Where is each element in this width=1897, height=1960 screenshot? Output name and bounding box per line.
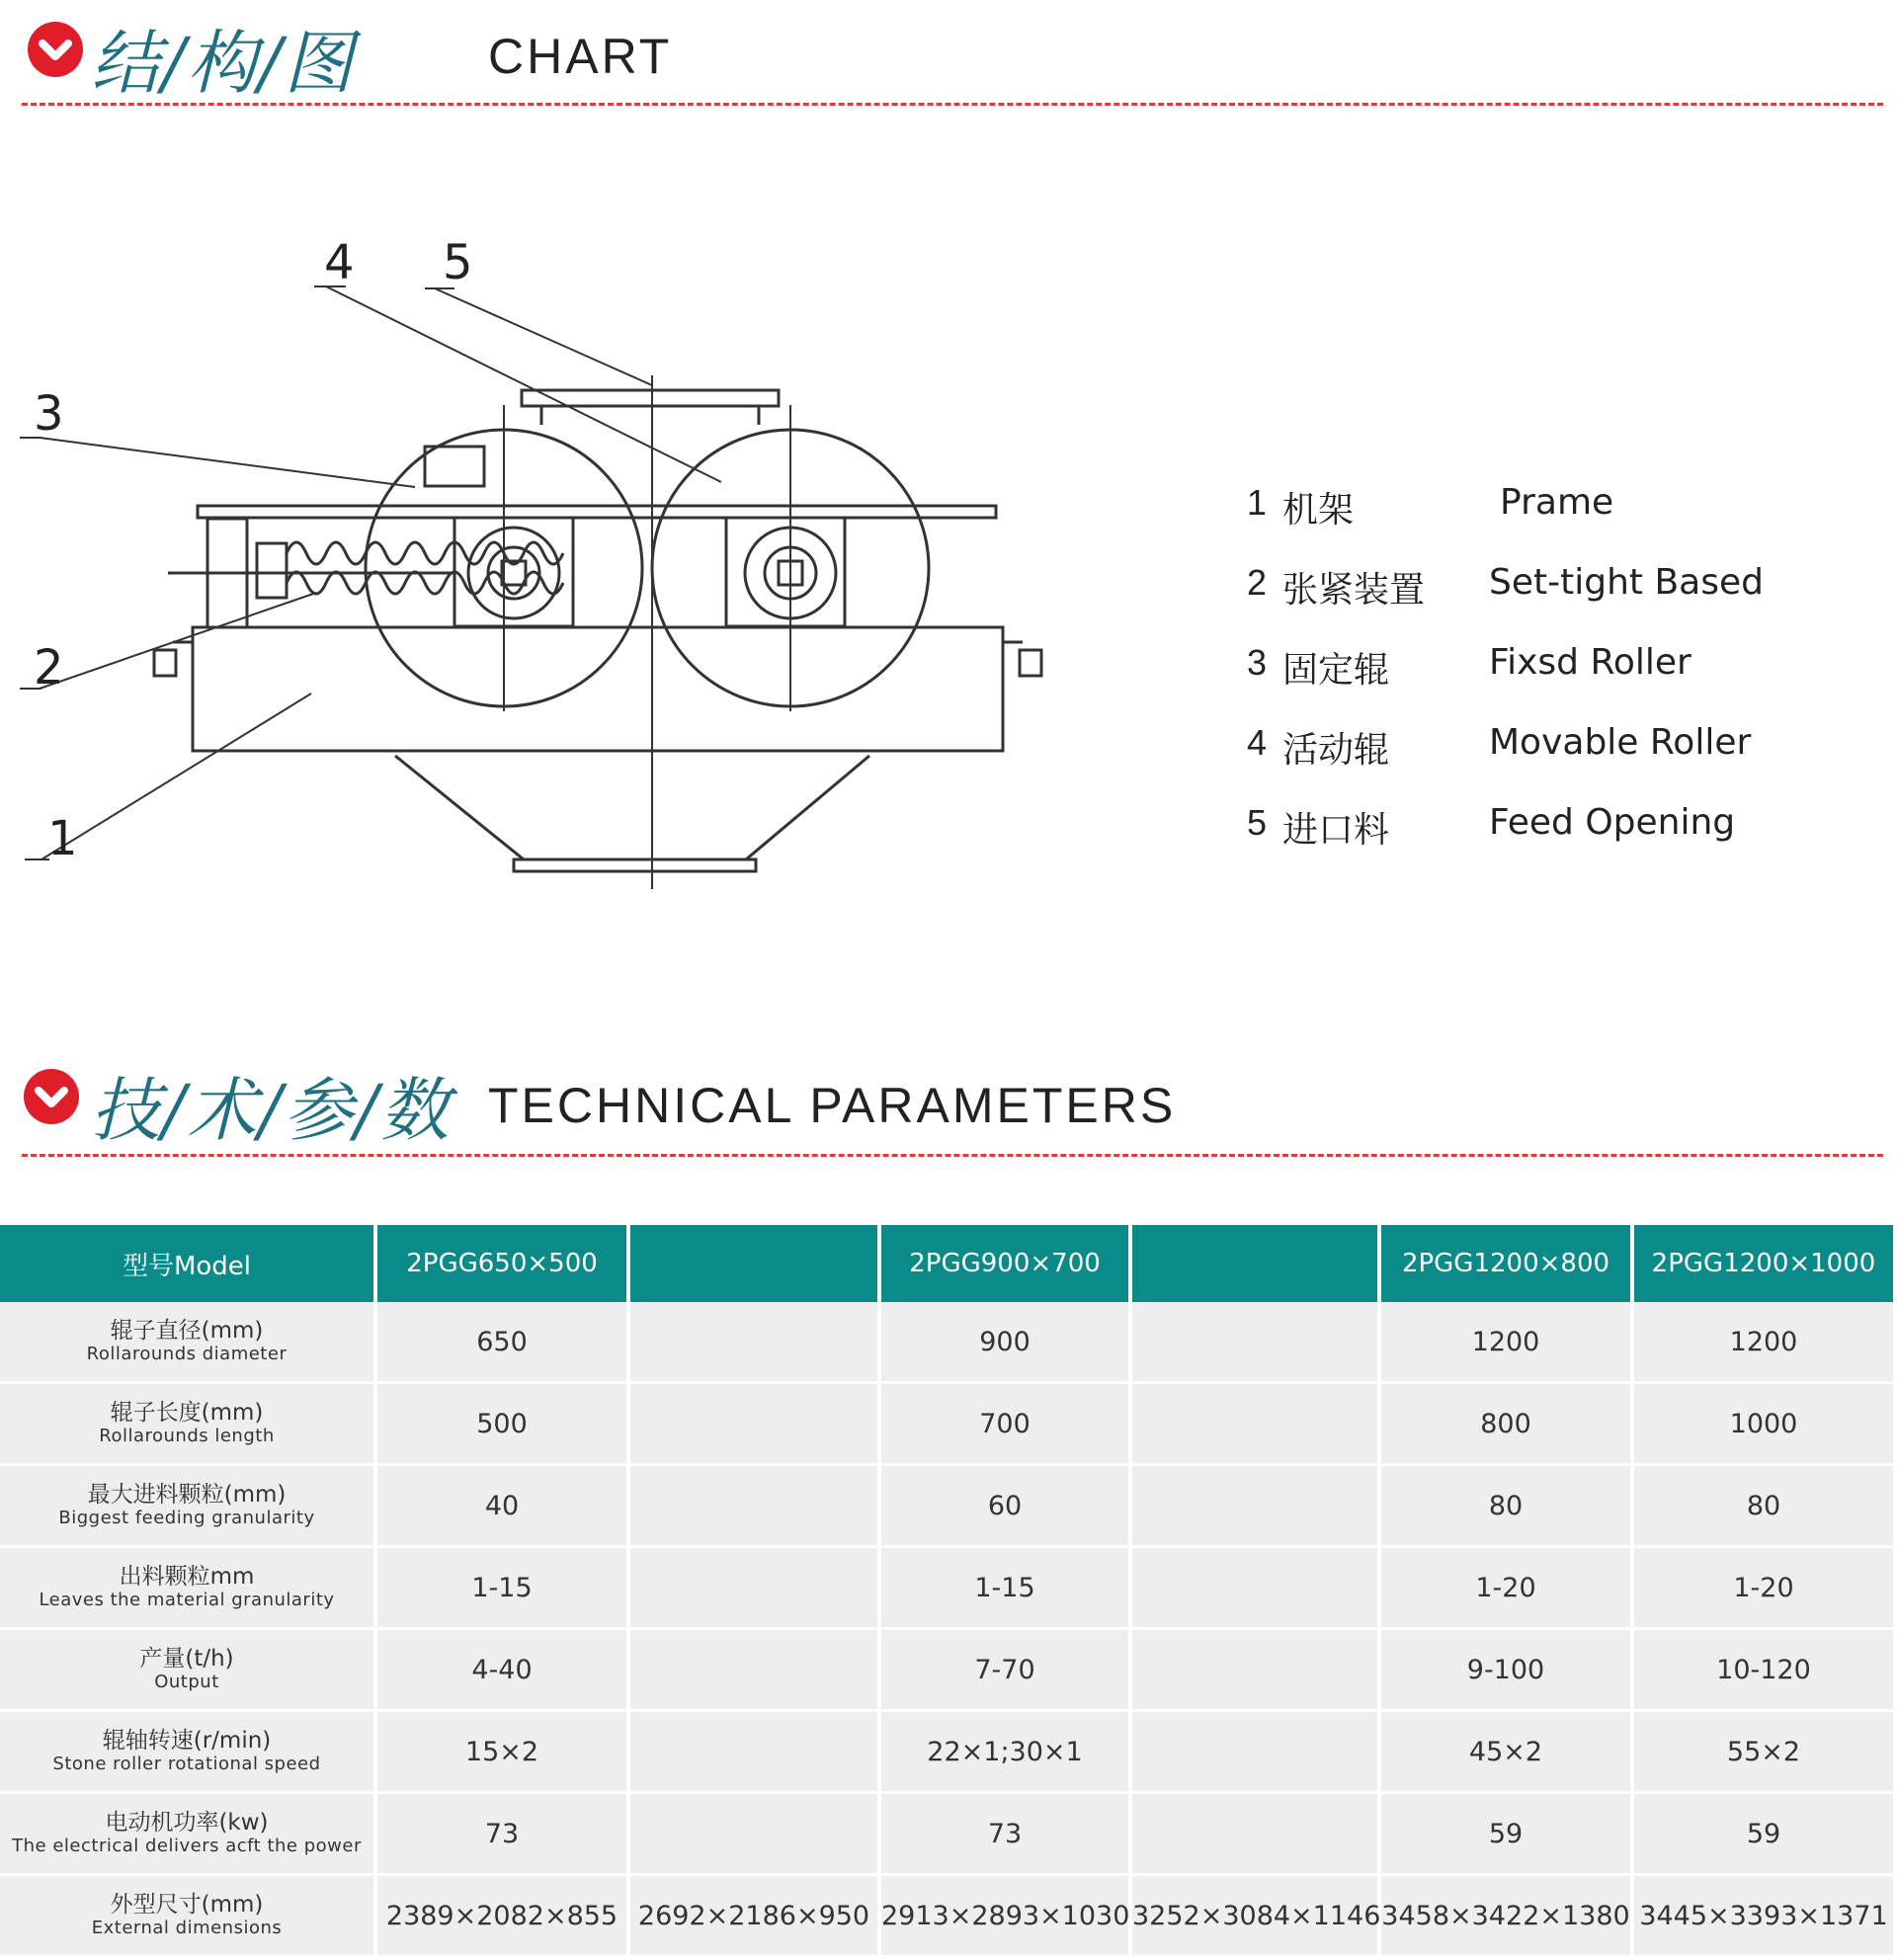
legend-number: 1 [1247,482,1268,523]
table-cell: 80 [1379,1465,1632,1547]
callout-4: 4 [324,235,355,290]
table-row [0,1383,1893,1465]
legend-number: 4 [1247,722,1268,763]
chevron-down-icon [28,22,83,77]
table-cell [1130,1302,1379,1383]
table-cell: 650 [375,1302,628,1383]
legend-label-en: Movable Roller [1489,722,1752,763]
column-header [628,1225,879,1302]
table-cell [628,1793,879,1875]
legend-label-en: Set-tight Based [1489,562,1764,603]
chart-title-cn: 结/构/图 [91,23,356,104]
table-cell: 40 [375,1465,628,1547]
table-cell: 59 [1379,1793,1632,1875]
table-cell: 2692×2186×950 [628,1875,879,1957]
row-label-cn: 电动机功率(kw) [105,1810,269,1836]
row-label [0,1875,375,1957]
legend-item [1247,562,1840,642]
legend-label-cn: 机架 [1282,490,1355,531]
row-label [0,1711,375,1793]
tech-title-en: TECHNICAL PARAMETERS [488,1078,1177,1133]
row-label-en: Stone roller rotational speed [52,1754,321,1774]
legend-item [1247,802,1840,882]
table-row [0,1629,1893,1711]
parts-legend [1247,482,1840,882]
row-label-en: Rollarounds length [99,1426,275,1446]
table-cell: 800 [1379,1383,1632,1465]
table-row [0,1465,1893,1547]
legend-number: 5 [1247,802,1268,843]
column-header: 2PGG650×500 [375,1225,628,1302]
legend-item [1247,722,1840,802]
table-cell [1130,1465,1379,1547]
table-row [0,1547,1893,1629]
row-label-en: External dimensions [91,1918,283,1938]
table-cell: 500 [375,1383,628,1465]
row-label-en: Leaves the material granularity [39,1590,335,1610]
table-cell: 73 [375,1793,628,1875]
table-cell: 22×1;30×1 [879,1711,1130,1793]
row-label-cn: 辊子直径(mm) [110,1318,264,1344]
column-header: 2PGG1200×1000 [1632,1225,1893,1302]
row-label-cn: 最大进料颗粒(mm) [87,1482,287,1508]
row-label-cn: 辊轴转速(r/min) [102,1728,272,1754]
divider [22,103,1883,106]
table-cell [1130,1793,1379,1875]
table-cell [1130,1629,1379,1711]
table-cell: 1200 [1379,1302,1632,1383]
table-cell: 3445×3393×1371 [1632,1875,1893,1957]
table-cell: 2389×2082×855 [375,1875,628,1957]
legend-number: 3 [1247,642,1268,683]
table-cell [628,1711,879,1793]
row-label [0,1547,375,1629]
callout-2: 2 [34,640,64,695]
table-row [0,1875,1893,1957]
legend-label-en: Feed Opening [1489,802,1736,843]
row-label-en: Biggest feeding granularity [58,1508,315,1528]
table-cell: 80 [1632,1465,1893,1547]
legend-label-cn: 固定辊 [1282,650,1390,691]
row-label-cn: 外型尺寸(mm) [110,1892,264,1918]
table-cell: 4-40 [375,1629,628,1711]
crusher-structure-diagram [20,227,1047,899]
row-label-en: The electrical delivers acft the power [12,1836,362,1856]
row-label [0,1302,375,1383]
table-cell [1130,1711,1379,1793]
table-cell [628,1629,879,1711]
row-label [0,1629,375,1711]
table-row [0,1302,1893,1383]
table-header-row [0,1225,1893,1302]
callout-3: 3 [34,386,64,442]
parameters-table [0,1225,1893,1958]
table-cell: 45×2 [1379,1711,1632,1793]
table-cell [628,1547,879,1629]
table-cell [628,1465,879,1547]
table-cell: 900 [879,1302,1130,1383]
column-header: 2PGG1200×800 [1379,1225,1632,1302]
table-row [0,1793,1893,1875]
row-label [0,1465,375,1547]
table-cell: 1200 [1632,1302,1893,1383]
table-cell: 1-20 [1379,1547,1632,1629]
legend-label-cn: 进口料 [1282,810,1390,851]
column-header: 型号Model [0,1225,375,1302]
table-cell [1130,1547,1379,1629]
table-cell: 15×2 [375,1711,628,1793]
legend-label-en: Fixsd Roller [1489,642,1691,683]
table-cell [628,1302,879,1383]
row-label-en: Output [154,1672,219,1692]
legend-label-en: Prame [1500,482,1614,523]
table-cell: 1000 [1632,1383,1893,1465]
row-label-cn: 出料颗粒mm [119,1564,255,1590]
table-cell: 9-100 [1379,1629,1632,1711]
row-label-en: Rollarounds diameter [86,1344,288,1364]
row-label-cn: 辊子长度(mm) [110,1400,264,1426]
table-cell: 2913×2893×1030 [879,1875,1130,1957]
callout-1: 1 [47,811,78,866]
table-cell: 3458×3422×1380 [1379,1875,1632,1957]
legend-item [1247,642,1840,722]
table-cell [628,1383,879,1465]
table-cell: 7-70 [879,1629,1130,1711]
table-cell: 73 [879,1793,1130,1875]
table-cell: 3252×3084×1146 [1130,1875,1379,1957]
table-row [0,1711,1893,1793]
chevron-down-icon [24,1069,79,1124]
legend-number: 2 [1247,562,1268,603]
table-cell: 1-15 [375,1547,628,1629]
row-label [0,1793,375,1875]
row-label [0,1383,375,1465]
legend-item [1247,482,1840,562]
table-cell: 60 [879,1465,1130,1547]
table-cell: 1-15 [879,1547,1130,1629]
legend-label-cn: 活动辊 [1282,730,1390,771]
table-cell: 59 [1632,1793,1893,1875]
row-label-cn: 产量(t/h) [139,1646,234,1672]
chart-title-en: CHART [488,29,673,84]
table-cell: 55×2 [1632,1711,1893,1793]
column-header [1130,1225,1379,1302]
legend-label-cn: 张紧装置 [1282,570,1426,611]
table-cell: 10-120 [1632,1629,1893,1711]
tech-title-cn: 技/术/参/数 [91,1070,452,1151]
table-cell: 1-20 [1632,1547,1893,1629]
callout-5: 5 [443,235,473,290]
table-cell: 700 [879,1383,1130,1465]
table-cell [1130,1383,1379,1465]
column-header: 2PGG900×700 [879,1225,1130,1302]
divider [22,1154,1883,1157]
